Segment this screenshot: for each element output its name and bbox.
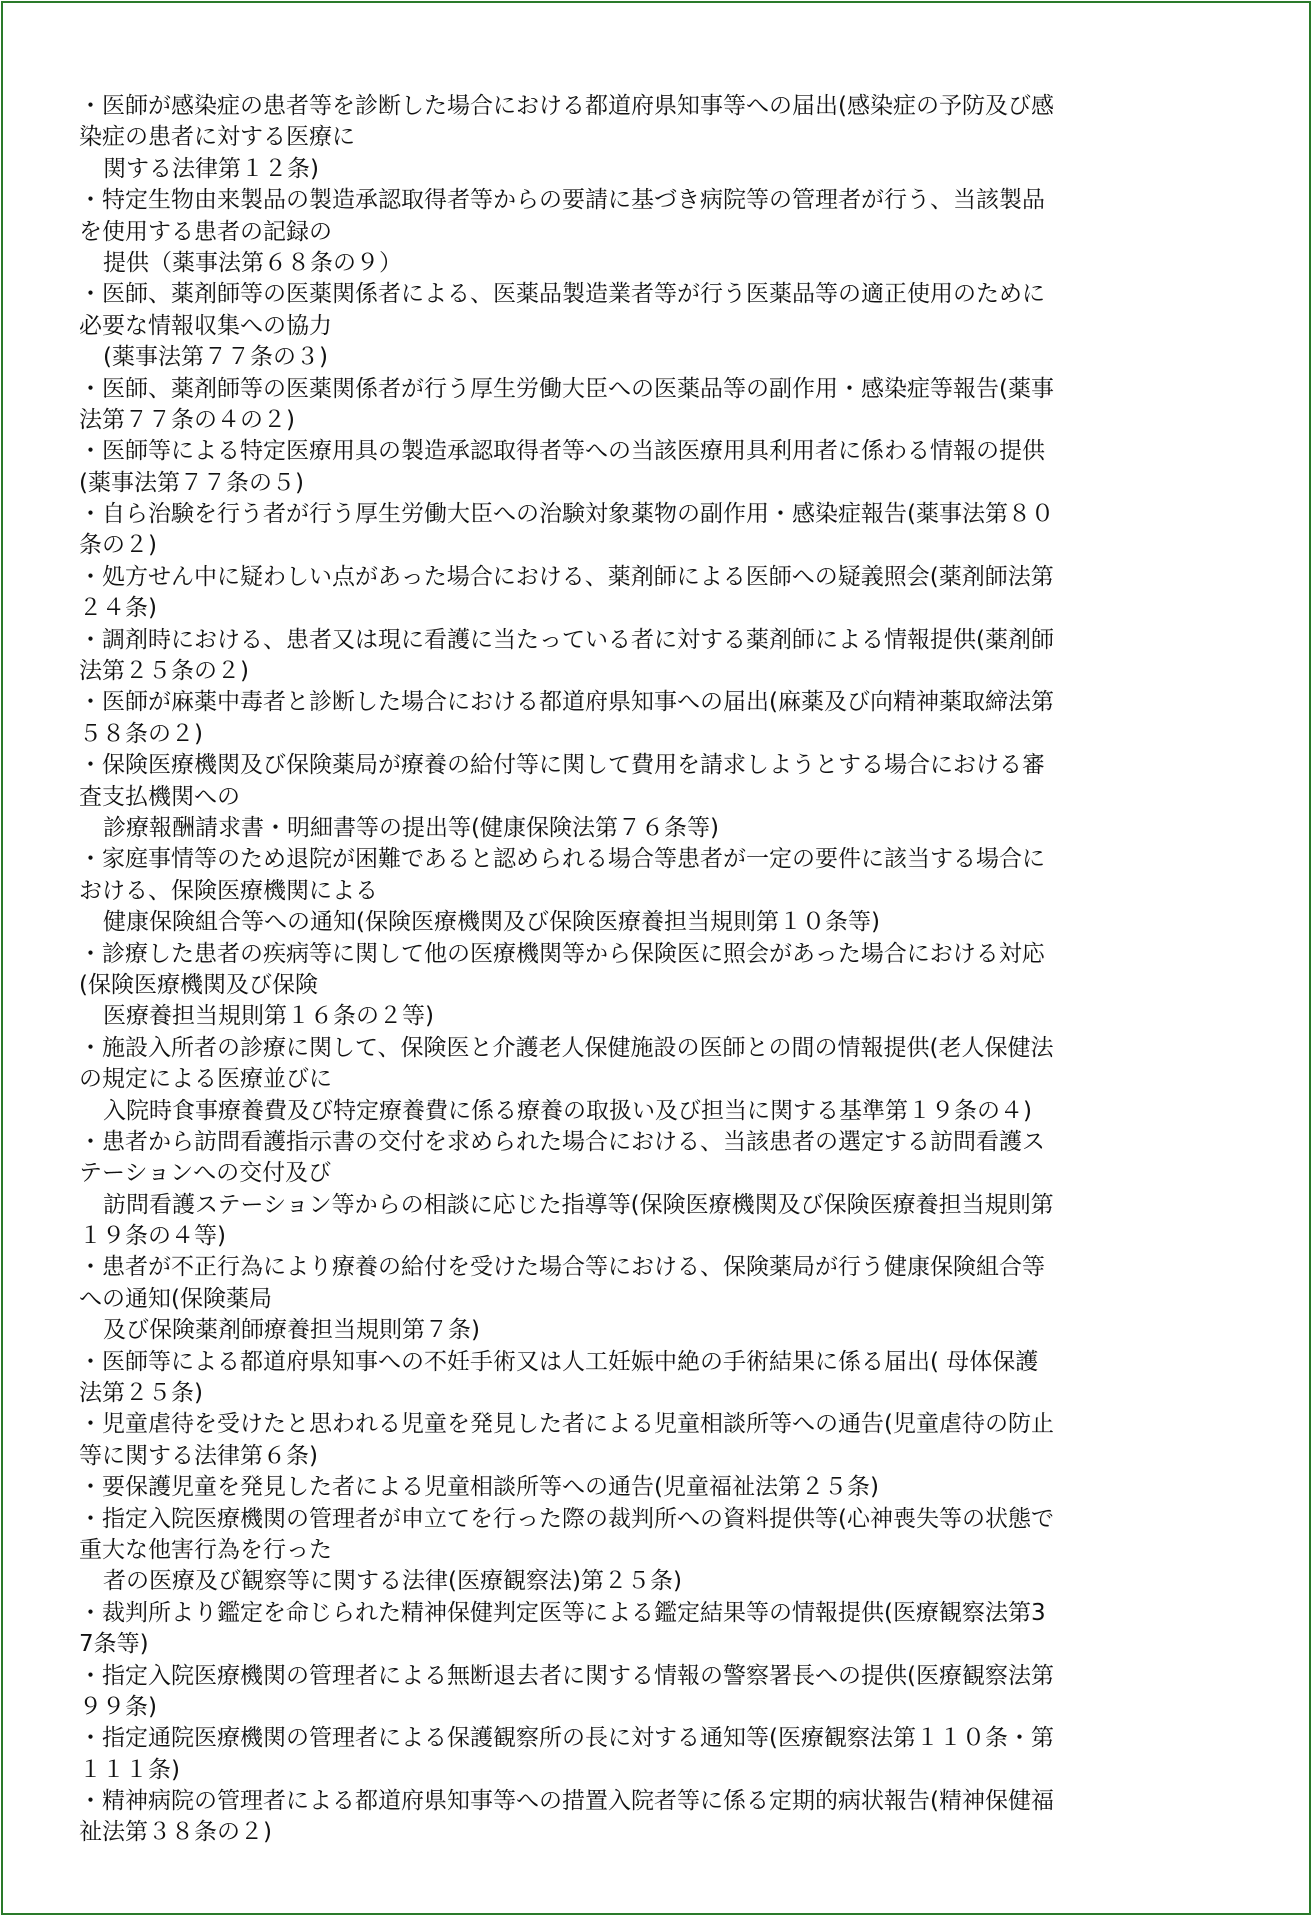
document-line: 者の医療及び観察等に関する法律(医療観察法)第２５条) bbox=[103, 1568, 682, 1595]
document-line: ９９条) bbox=[79, 1693, 157, 1720]
document-line: (保険医療機関及び保険 bbox=[79, 971, 318, 998]
document-line: １９条の４等) bbox=[79, 1223, 226, 1250]
document-line: ・医師、薬剤師等の医薬関係者による、医薬品製造業者等が行う医薬品等の適正使用のために bbox=[79, 281, 1045, 308]
document-line: (薬事法第７７条の３) bbox=[103, 344, 328, 371]
document-line: 訪問看護ステーション等からの相談に応じた指導等(保険医療機関及び保険医療養担当規則第 bbox=[103, 1191, 1054, 1218]
document-line: 法第７７条の４の２) bbox=[79, 406, 295, 433]
document-line: 査支払機関への bbox=[79, 783, 240, 810]
document-line: ・医師等による特定医療用具の製造承認取得者等への当該医療用具利用者に係わる情報の提供 bbox=[79, 438, 1045, 465]
document-line: の規定による医療並びに bbox=[79, 1066, 332, 1093]
document-line: 等に関する法律第６条) bbox=[79, 1442, 318, 1469]
document-line: 医療養担当規則第１６条の２等) bbox=[103, 1003, 434, 1030]
document-line: ・指定入院医療機関の管理者が申立てを行った際の裁判所への資料提供等(心神喪失等の状態で bbox=[79, 1505, 1054, 1532]
document-line: 関する法律第１２条) bbox=[103, 155, 319, 182]
document-line: 法第２５条) bbox=[79, 1380, 203, 1407]
page-frame bbox=[1, 1, 1311, 1915]
document-line: 入院時食事療養費及び特定療養費に係る療養の取扱い及び担当に関する基準第１９条の４) bbox=[103, 1097, 1032, 1124]
document-line: ・特定生物由来製品の製造承認取得者等からの要請に基づき病院等の管理者が行う、当該製品 bbox=[79, 187, 1045, 214]
document-line: (薬事法第７７条の５) bbox=[79, 469, 304, 496]
document-line: ２４条) bbox=[79, 595, 157, 622]
document-line: ・診療した患者の疾病等に関して他の医療機関等から保険医に照会があった場合における対応 bbox=[79, 940, 1045, 967]
document-line: ・精神病院の管理者による都道府県知事等への措置入院者等に係る定期的病状報告(精神保健福 bbox=[79, 1788, 1054, 1815]
document-line: ・自ら治験を行う者が行う厚生労働大臣への治験対象薬物の副作用・感染症報告(薬事法第８０ bbox=[79, 501, 1054, 528]
document-line: 健康保険組合等への通知(保険医療機関及び保険医療養担当規則第１０条等) bbox=[103, 909, 880, 936]
document-line: 条の２) bbox=[79, 532, 157, 559]
document-line: への通知(保険薬局 bbox=[79, 1285, 272, 1312]
document-line: 7条等) bbox=[79, 1631, 149, 1658]
document-line: 必要な情報収集への協力 bbox=[79, 312, 332, 339]
document-line: ・患者から訪問看護指示書の交付を求められた場合における、当該患者の選定する訪問看護ス bbox=[79, 1128, 1045, 1155]
document-line: ・裁判所より鑑定を命じられた精神保健判定医等による鑑定結果等の情報提供(医療観察法第3 bbox=[79, 1599, 1046, 1626]
document-line: ・施設入所者の診療に関して、保険医と介護老人保健施設の医師との間の情報提供(老人保健法 bbox=[79, 1034, 1054, 1061]
document-line: 染症の患者に対する医療に bbox=[79, 124, 355, 151]
document-line: を使用する患者の記録の bbox=[79, 218, 332, 245]
document-line: ５８条の２) bbox=[79, 720, 203, 747]
document-line: ・指定通院医療機関の管理者による保護観察所の長に対する通知等(医療観察法第１１０条・第 bbox=[79, 1725, 1054, 1752]
document-body bbox=[79, 91, 1259, 1849]
document-line: ・医師が感染症の患者等を診断した場合における都道府県知事等への届出(感染症の予防及び感 bbox=[79, 93, 1054, 119]
document-line: ・要保護児童を発見した者による児童相談所等への通告(児童福祉法第２５条) bbox=[79, 1474, 879, 1501]
document-line: ・医師が麻薬中毒者と診断した場合における都道府県知事への届出(麻薬及び向精神薬取締法第 bbox=[79, 689, 1054, 716]
document-line: ・指定入院医療機関の管理者による無断退去者に関する情報の警察署長への提供(医療観察法第 bbox=[79, 1662, 1054, 1689]
document-line: １１１条) bbox=[79, 1756, 180, 1783]
document-line: ・医師、薬剤師等の医薬関係者が行う厚生労働大臣への医薬品等の副作用・感染症等報告(薬事 bbox=[79, 375, 1054, 402]
document-line: ・家庭事情等のため退院が困難であると認められる場合等患者が一定の要件に該当する場合に bbox=[79, 846, 1045, 873]
document-line: 祉法第３８条の２) bbox=[79, 1819, 272, 1846]
document-line: 法第２５条の２) bbox=[79, 658, 249, 685]
document-line: ・調剤時における、患者又は現に看護に当たっている者に対する薬剤師による情報提供(薬剤師 bbox=[79, 626, 1054, 653]
document-line: 提供（薬事法第６８条の９） bbox=[103, 249, 402, 276]
document-line: ・処方せん中に疑わしい点があった場合における、薬剤師による医師への疑義照会(薬剤師法第 bbox=[79, 563, 1054, 590]
document-line: ・医師等による都道府県知事への不妊手術又は人工妊娠中絶の手術結果に係る届出( 母体保護 bbox=[79, 1348, 1039, 1375]
document-line: ・児童虐待を受けたと思われる児童を発見した者による児童相談所等への通告(児童虐待の防止 bbox=[79, 1411, 1054, 1438]
document-line: ・保険医療機関及び保険薬局が療養の給付等に関して費用を請求しようとする場合における審 bbox=[79, 752, 1045, 779]
document-line: 診療報酬請求書・明細書等の提出等(健康保険法第７６条等) bbox=[103, 814, 719, 841]
document-line: おける、保険医療機関による bbox=[79, 877, 378, 904]
document-line: 及び保険薬剤師療養担当規則第７条) bbox=[103, 1317, 480, 1344]
document-line: テーションへの交付及び bbox=[79, 1160, 332, 1187]
document-line: ・患者が不正行為により療養の給付を受けた場合等における、保険薬局が行う健康保険組合等 bbox=[79, 1254, 1045, 1281]
document-line: 重大な他害行為を行った bbox=[79, 1536, 332, 1563]
